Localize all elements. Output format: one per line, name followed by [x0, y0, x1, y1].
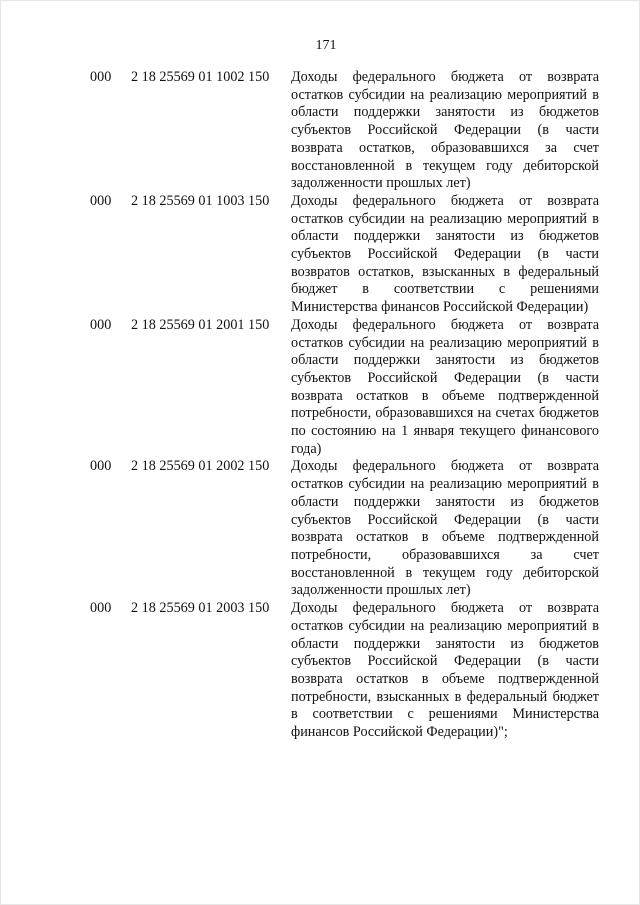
classification-code: 2 18 25569 01 2003 150 — [131, 600, 270, 617]
budget-code-entry — [90, 193, 600, 317]
entry-description: Доходы федерального бюджета от возврата остатков субсидии на реализацию мероприятий в области поддержки занятости из бюджетов субъектов Российской Федерации (в части возвратов остатков, взысканных в федеральный бюджет в соответствии с решениями Министерства финансов Российской Федерации) — [291, 192, 599, 316]
classification-code: 2 18 25569 01 2001 150 — [131, 316, 270, 333]
entry-description: Доходы федерального бюджета от возврата остатков субсидии на реализацию мероприятий в области поддержки занятости из бюджетов субъектов Российской Федерации (в части возврата остатков в объеме подтвержденной потребности, взысканных в федеральный бюджет в соответствии с решениями Министерства финансов Российской Федерации)"; — [291, 600, 599, 741]
admin-code: 000 — [90, 316, 112, 333]
budget-code-entry — [90, 317, 600, 459]
budget-code-entry — [90, 458, 600, 600]
entry-description: Доходы федерального бюджета от возврата остатков субсидии на реализацию мероприятий в области поддержки занятости из бюджетов субъектов Российской Федерации (в части возврата остатков в объеме подтвержденной потребности, образовавшихся на счетах бюджетов по состоянию на 1 января текущего финансового года) — [291, 316, 599, 457]
budget-code-list — [90, 69, 600, 742]
entry-description: Доходы федерального бюджета от возврата остатков субсидии на реализацию мероприятий в области поддержки занятости из бюджетов субъектов Российской Федерации (в части возврата остатков, образовавшихся за счет восстановленной в текущем году дебиторской задолженности прошлых лет) — [291, 69, 599, 192]
admin-code: 000 — [90, 600, 112, 617]
admin-code: 000 — [90, 69, 112, 85]
classification-code: 2 18 25569 01 1002 150 — [131, 69, 270, 85]
budget-code-entry — [90, 600, 600, 742]
entry-description: Доходы федерального бюджета от возврата остатков субсидии на реализацию мероприятий в области поддержки занятости из бюджетов субъектов Российской Федерации (в части возврата остатков в объеме подтвержденной потребности, образовавшихся за счет восстановленной в текущем году дебиторской задолженности прошлых лет) — [291, 458, 599, 599]
budget-code-entry — [90, 69, 600, 193]
admin-code: 000 — [90, 192, 112, 209]
page-number: 171 — [315, 38, 337, 53]
classification-code: 2 18 25569 01 2002 150 — [131, 458, 270, 475]
classification-code: 2 18 25569 01 1003 150 — [131, 192, 270, 209]
admin-code: 000 — [90, 458, 112, 475]
